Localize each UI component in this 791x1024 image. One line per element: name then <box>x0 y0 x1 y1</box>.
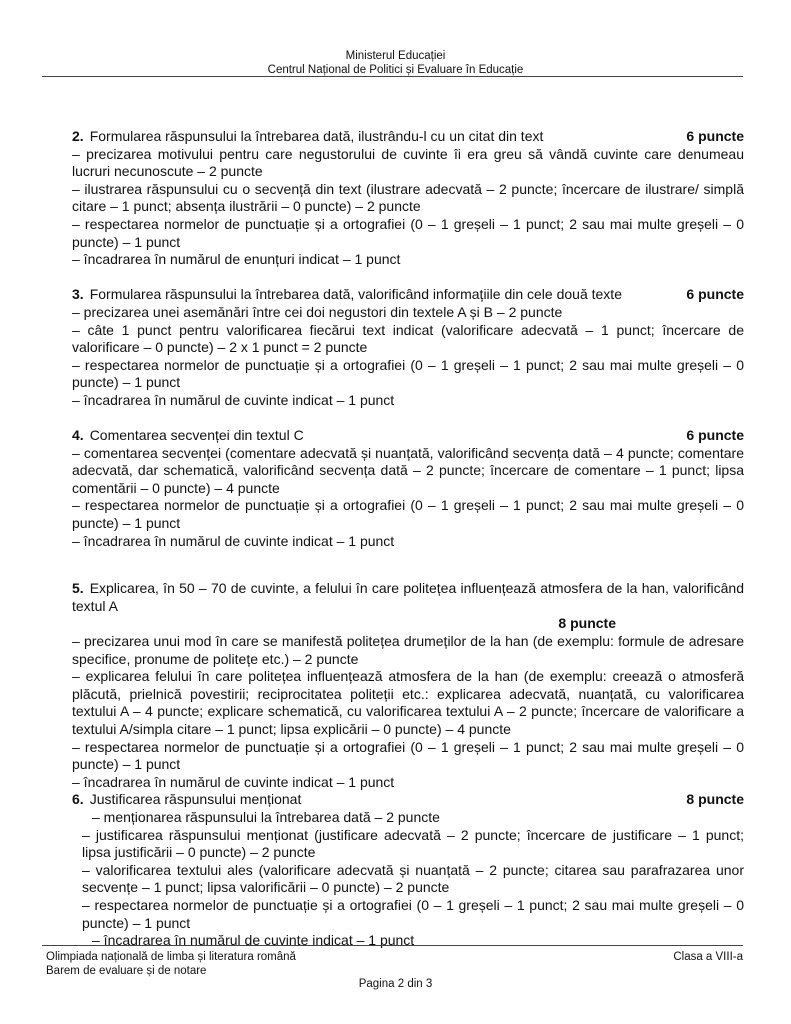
criterion-item: – precizarea unei asemănări între cei doi negustori din textele A și B – 2 puncte <box>72 303 563 320</box>
criterion-item: – respectarea normelor de punctuație și a ortografiei (0 – 1 greșeli – 1 punct; 2 sau mai multe greșeli – 0 puncte) – 1 punct <box>72 738 744 773</box>
question-number: 2. <box>72 128 84 144</box>
question-number: 4. <box>72 427 84 444</box>
criterion-item: – valorificarea textului ales (valorificare adecvată și nuanțată – 2 puncte; citarea sau parafrazarea unor secvențe – 1 punct; lipsa valorificării – 0 puncte) – 2 puncte <box>82 861 744 896</box>
question-number: 3. <box>72 286 84 303</box>
question-points: 8 puncte <box>686 791 744 808</box>
question-title <box>72 286 744 304</box>
question-title-text: Explicarea, în 50 – 70 de cuvinte, a felului în care politețea influențează atmosfera de la han, valorificând textul A <box>72 580 744 614</box>
olympiad-name: Olimpiada națională de limba și literatura română <box>46 951 296 963</box>
footer-divider <box>42 945 743 946</box>
grading-content <box>72 128 744 950</box>
question-points: 6 puncte <box>686 427 744 444</box>
criterion-item: – câte 1 punct pentru valorificarea fiecărui text indicat (valorificare adecvată – 1 punct; încercare de valorificare – 0 puncte) – 2 x 1 punct = 2 puncte <box>72 321 744 356</box>
criterion-item: – încadrarea în numărul de cuvinte indicat – 1 punct <box>72 391 395 408</box>
criterion-item: – încadrarea în numărul de cuvinte indicat – 1 punct <box>72 532 395 549</box>
question-number: 6. <box>72 791 84 808</box>
criterion-item: – comentarea secvenței (comentare adecvată și nuanțată, valorificând secvența dată – 4 puncte; comentare adecvată, dar schematică, valorificând secvența dată – 2 puncte; încercare de comentare – 1 punct; lipsa comentării – 0 puncte) – 4 puncte <box>72 444 744 496</box>
question-title-text: Comentarea secvenței din textul C <box>89 427 304 444</box>
grade-level: Clasa a VIII-a <box>673 951 743 963</box>
criterion-item: – respectarea normelor de punctuație și a ortografiei (0 – 1 greșeli – 1 punct; 2 sau mai multe greșeli – 0 puncte) – 1 punct <box>72 356 744 391</box>
criterion-item: – respectarea normelor de punctuație și a ortografiei (0 – 1 greșeli – 1 punct; 2 sau mai multe greșeli – 0 puncte) – 1 punct <box>82 896 744 931</box>
criterion-item: – precizarea unui mod în care se manifestă politețea drumeților de la han (de exemplu: formule de adresare specifice, pronume de politețe etc.) – 2 puncte <box>72 633 744 667</box>
question-title-text: Formularea răspunsului la întrebarea dată, ilustrându-l cu un citat din text <box>89 128 544 144</box>
criterion-item: – ilustrarea răspunsului cu o secvență din text (ilustrare adecvată – 2 puncte; încercare de ilustrare/ simplă citare – 1 punct; absența ilustrării – 0 puncte) – 2 puncte <box>72 180 744 215</box>
question-2 <box>72 128 744 269</box>
question-title <box>72 427 744 445</box>
document-type: Barem de evaluare și de notare <box>46 965 207 977</box>
question-6 <box>72 791 744 949</box>
criterion-item: – precizarea motivului pentru care negustorului de cuvinte îi era greu să vândă cuvinte care denumeau lucruri necunoscute – 2 puncte <box>72 145 744 180</box>
question-5 <box>72 580 744 791</box>
criterion-item: – încadrarea în numărul de cuvinte indicat – 1 punct <box>92 932 415 949</box>
question-title <box>72 791 744 809</box>
criterion-item: – explicarea felului în care politețea influențează atmosfera de la han (de exemplu: creează o atmosferă plăcută, prielnică povestirii; reciprocitatea politeții etc.: explicarea adecvată, nuanțată, cu valorificarea textului A – 4 puncte; explicare schematică, cu valorificarea textului A – 2 puncte; încercare de valorificare a textului A/simpla citare – 1 punct; lipsa explicării – 0 puncte) – 4 puncte <box>72 668 744 737</box>
page-number: Pagina 2 din 3 <box>358 978 433 990</box>
center-name: Centrul Național de Politici și Evaluare în Educație <box>267 64 524 76</box>
question-title <box>72 128 744 146</box>
footer-left <box>46 950 296 978</box>
question-title <box>72 580 744 615</box>
question-title-text: Formularea răspunsului la întrebarea dată, valorificând informațiile din cele două texte <box>89 286 622 303</box>
question-number: 5. <box>72 580 84 597</box>
criterion-item: – respectarea normelor de punctuație și a ortografiei (0 – 1 greșeli – 1 punct; 2 sau mai multe greșeli – 0 puncte) – 1 punct <box>72 215 744 250</box>
question-title-text: Justificarea răspunsului menționat <box>89 791 302 808</box>
criterion-item: – justificarea răspunsului menționat (justificare adecvată – 2 puncte; încercare de justificare – 1 punct; lipsa justificării – 0 puncte) – 2 puncte <box>82 826 744 861</box>
question-3 <box>72 286 744 409</box>
question-points: 8 puncte <box>558 615 616 632</box>
criterion-item: – respectarea normelor de punctuație și a ortografiei (0 – 1 greșeli – 1 punct; 2 sau mai multe greșeli – 0 puncte) – 1 punct <box>72 497 744 532</box>
header-divider <box>42 76 743 77</box>
question-points: 6 puncte <box>686 128 744 144</box>
question-4 <box>72 427 744 550</box>
criterion-item: – încadrarea în numărul de cuvinte indicat – 1 punct <box>72 773 395 790</box>
page-header <box>0 49 791 77</box>
criterion-item: – încadrarea în numărul de enunțuri indicat – 1 punct <box>72 251 401 268</box>
ministry-name: Ministerul Educației <box>345 50 446 62</box>
criterion-item: – menționarea răspunsului la întrebarea dată – 2 puncte <box>92 808 440 825</box>
question-points: 6 puncte <box>686 286 744 303</box>
